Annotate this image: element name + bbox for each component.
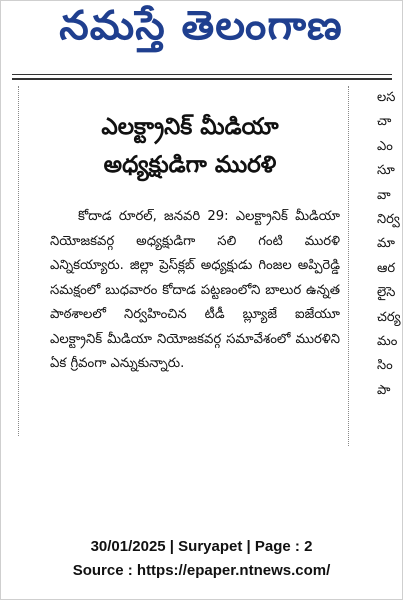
adjacent-text-fragment: మా bbox=[377, 236, 395, 252]
article-headline bbox=[40, 108, 340, 184]
masthead-rule-thick bbox=[12, 78, 392, 80]
adjacent-text-fragment: లైసె bbox=[377, 285, 396, 301]
adjacent-text-fragment: నిర్వ bbox=[377, 211, 400, 227]
masthead-rule-thin bbox=[12, 74, 392, 75]
headline-line-1: ఎలక్ట్రానిక్ మీడియా bbox=[101, 114, 279, 140]
adjacent-text-fragment: సూ bbox=[377, 163, 395, 179]
adjacent-text-fragment: ఎం bbox=[377, 138, 393, 154]
article-body bbox=[50, 205, 340, 377]
article-paragraph: కోదాడ రూరల్, జనవరి 29: ఎలక్ట్రానిక్ మీడియా నియోజకవర్గ అధ్యక్షుడిగా సలి గంటి మురళి ఎన్నికయ్యారు. జిల్లా ప్రెస్‌క్లబ్ అధ్యక్షుడు గింజల అప్పిరెడ్డి సమక్షంలో బుధవారం కోదాడ పట్టణంలోని బాలుర ఉన్నత పాఠశాలలో నిర్వహించిన టీడీ బ్ల్యూజే ఐజేయూ ఎలక్ట్రానిక్ మీడియా నియోజకవర్గ సమావేశంలో మురళిని ఏక గ్రీవంగా ఎన్నుకున్నారు. bbox=[50, 209, 340, 371]
adjacent-text-fragment: చర్య bbox=[377, 309, 401, 325]
left-column-divider bbox=[0, 86, 19, 436]
newspaper-masthead bbox=[0, 0, 403, 62]
adjacent-text-fragment: పా bbox=[377, 382, 391, 398]
adjacent-article-column bbox=[348, 86, 403, 446]
adjacent-text-fragment: సిం bbox=[377, 358, 393, 374]
adjacent-text-fragment: ఆర bbox=[377, 260, 396, 276]
masthead-title: నమస్తే తెలంగాణ bbox=[59, 3, 344, 49]
adjacent-text-fragment: లస bbox=[377, 90, 396, 105]
clipping-footer bbox=[0, 535, 403, 583]
headline-line-2: అధ్యక్షుడిగా మురళి bbox=[103, 152, 277, 178]
adjacent-text-fragment: మం bbox=[377, 333, 398, 349]
footer-date-edition: 30/01/2025 | Suryapet | Page : 2 bbox=[90, 538, 313, 555]
footer-source: Source : https://epaper.ntnews.com/ bbox=[72, 562, 331, 579]
adjacent-text-fragment: చా bbox=[377, 114, 392, 130]
adjacent-text-fragment: వా bbox=[377, 187, 391, 203]
